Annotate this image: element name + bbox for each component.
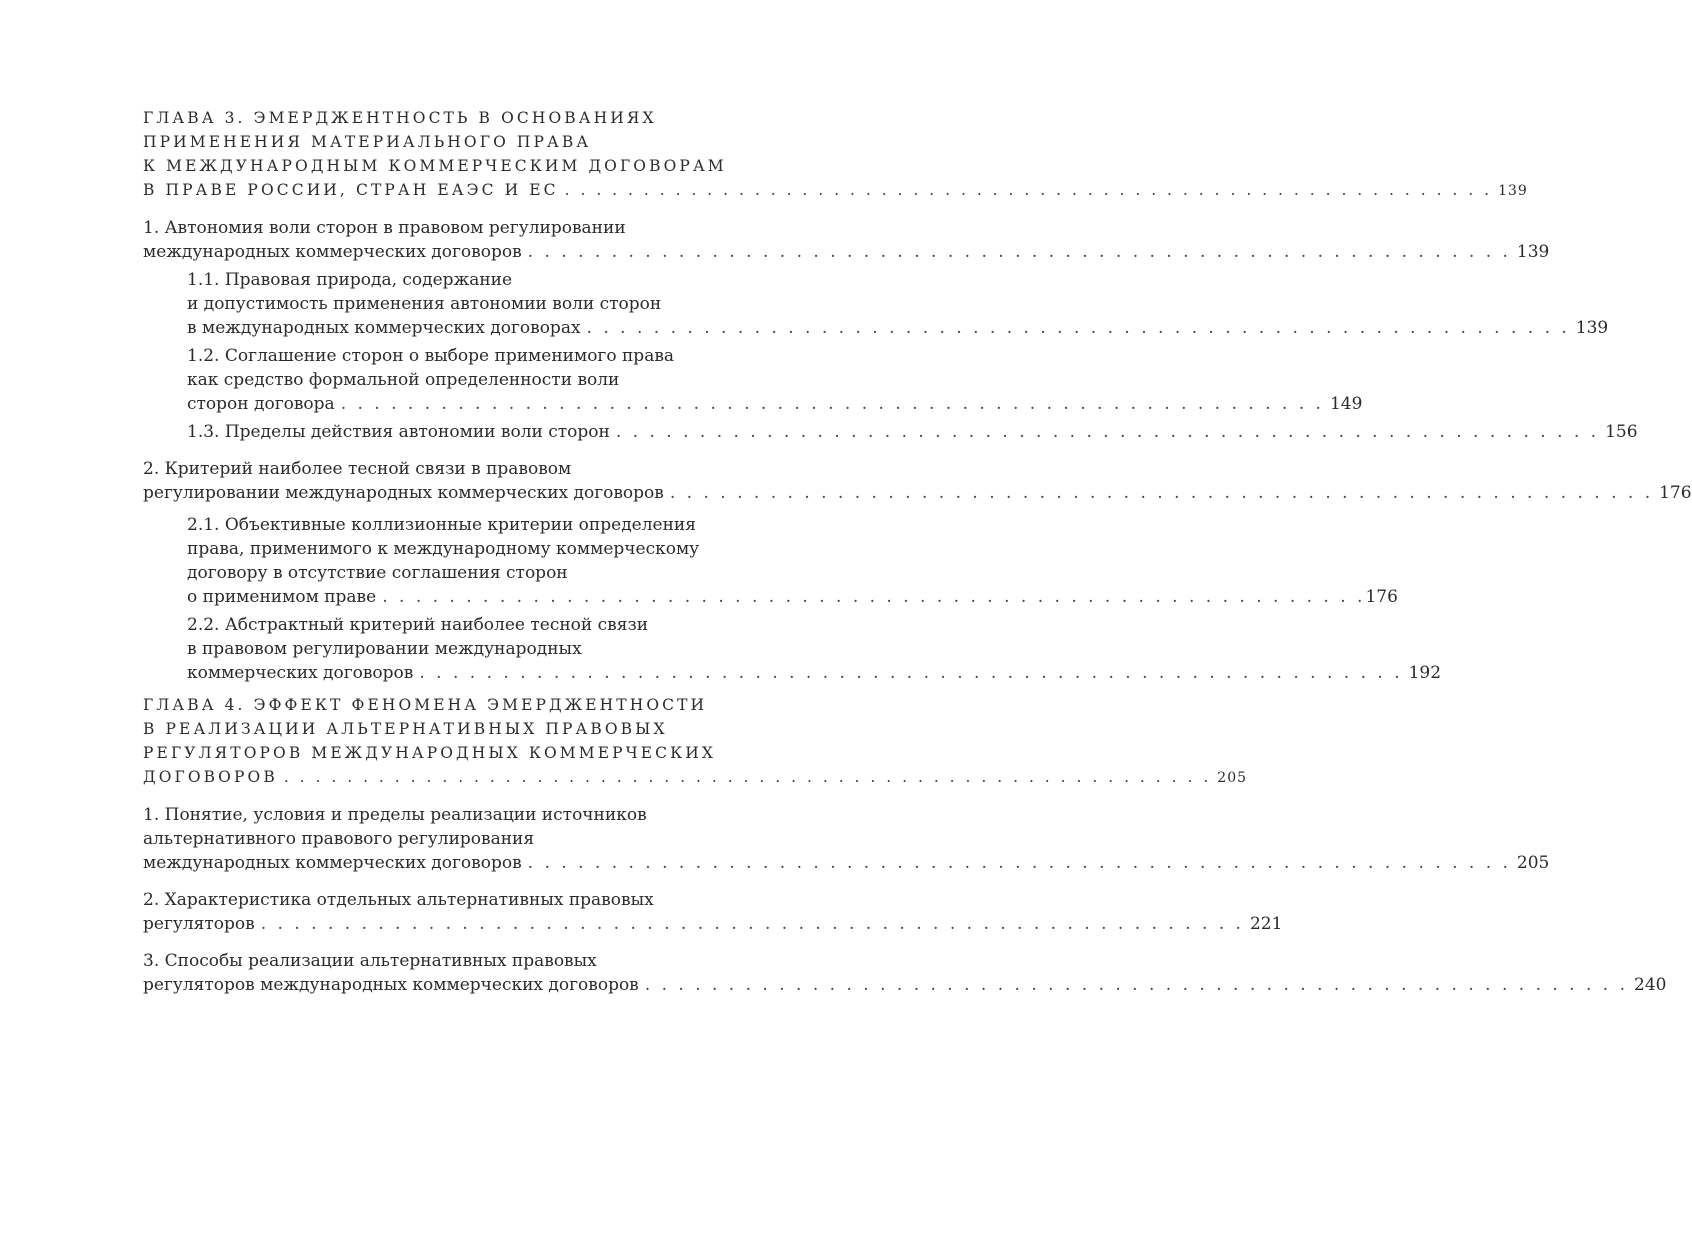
toc-line: [143, 912, 1283, 936]
subsection-title-line-1: 1.2. Соглашение сторон о выборе применимого права: [187, 346, 675, 366]
toc-line: [143, 717, 749, 741]
subsection-title-line-1: 1.3. Пределы действия автономии воли сторон: [187, 422, 610, 442]
toc-line: [143, 693, 749, 717]
toc-line: [143, 178, 1528, 203]
subsection-title-line-1: 2.1. Объективные коллизионные критерии определения: [187, 515, 696, 535]
toc-line: [187, 368, 749, 392]
subsection-title-line-3: сторон договора: [187, 394, 335, 414]
chapter-3-title-line-1: ГЛАВА 3. ЭМЕРДЖЕНТНОСТЬ В ОСНОВАНИЯХ: [143, 109, 657, 127]
dot-leader: . . . . . . . . . . . . . . . . . . . . . . . . . . . . . . . . . . . . . . . . . . . . . . . . . . . . . . . . . . .: [260, 914, 1244, 934]
page-number: 221: [1249, 914, 1283, 934]
section-title-line-2: регуляторов: [143, 914, 255, 934]
section-title-line-1: 2. Критерий наиболее тесной связи в правовом: [143, 459, 572, 479]
toc-line: [187, 585, 1398, 609]
toc-section-3-2[interactable]: [143, 457, 1692, 505]
section-title-line-1: 1. Понятие, условия и пределы реализации источников: [143, 805, 647, 825]
chapter-4-title-line-1: ГЛАВА 4. ЭФФЕКТ ФЕНОМЕНА ЭМЕРДЖЕНТНОСТИ: [143, 696, 708, 714]
toc-line: [187, 316, 1609, 340]
dot-leader: . . . . . . . . . . . . . . . . . . . . . . . . . . . . . . . . . . . . . . . . . . . . . . . . . . . . . . . . . . .: [669, 483, 1654, 503]
toc-line: [143, 106, 749, 130]
page-number: 205: [1217, 770, 1248, 786]
toc-line: [187, 292, 749, 316]
toc-line: [187, 561, 749, 585]
page-number: 176: [1659, 483, 1692, 503]
toc-line: [187, 268, 749, 292]
subsection-title-line-4: о применимом праве: [187, 587, 377, 607]
subsection-title-line-1: 1.1. Правовая природа, содержание: [187, 270, 513, 290]
page-number: 240: [1634, 975, 1667, 995]
toc-line: [187, 392, 1363, 416]
toc-line: [187, 513, 749, 537]
toc-line: [187, 661, 1442, 685]
dot-leader: . . . . . . . . . . . . . . . . . . . . . . . . . . . . . . . . . . . . . . . . . . . . . . . . . . . . . . . . . . .: [527, 242, 1511, 262]
toc-subsection-1-1[interactable]: [143, 268, 1609, 340]
toc-line: [143, 154, 749, 178]
chapter-4-title-line-3: РЕГУЛЯТОРОВ МЕЖДУНАРОДНЫХ КОММЕРЧЕСКИХ: [143, 744, 716, 762]
subsection-title-line-3: договору в отсутствие соглашения сторон: [187, 563, 568, 583]
toc-line: [143, 216, 749, 240]
page-number: 139: [1575, 318, 1609, 338]
dot-leader: . . . . . . . . . . . . . . . . . . . . . . . . . . . . . . . . . . . . . . . . . . . . . . . . . . . . . . . . . . .: [283, 768, 1212, 786]
toc-section-4-1[interactable]: [143, 803, 1550, 875]
subsection-title-line-3: коммерческих договоров: [187, 663, 414, 683]
toc-line: [187, 637, 749, 661]
page-number: 139: [1498, 183, 1528, 199]
toc-section-3-1[interactable]: [143, 216, 1550, 264]
subsection-title-line-2: как средство формальной определенности воли: [187, 370, 620, 390]
toc-line: [143, 949, 749, 973]
dot-leader: . . . . . . . . . . . . . . . . . . . . . . . . . . . . . . . . . . . . . . . . . . . . . . . . . . . . . . . . . . .: [340, 394, 1324, 414]
subsection-title-line-2: и допустимость применения автономии воли сторон: [187, 294, 662, 314]
toc-subsection-2-2[interactable]: [143, 613, 1442, 685]
toc-line: [187, 613, 749, 637]
subsection-title-line-2: в правовом регулировании международных: [187, 639, 582, 659]
table-of-contents: [143, 106, 1692, 997]
subsection-title-line-1: 2.2. Абстрактный критерий наиболее тесной связи: [187, 615, 649, 635]
toc-line: [143, 827, 749, 851]
section-title-line-1: 1. Автономия воли сторон в правовом регулировании: [143, 218, 626, 238]
page-number: 139: [1516, 242, 1550, 262]
toc-line: [143, 765, 1248, 790]
dot-leader: . . . . . . . . . . . . . . . . . . . . . . . . . . . . . . . . . . . . . . . . . . . . . . . . . . . . . . . . . . .: [586, 318, 1570, 338]
toc-chapter-3[interactable]: [143, 106, 1528, 203]
page-number: 176: [1365, 587, 1398, 607]
chapter-4-title-line-2: В РЕАЛИЗАЦИИ АЛЬТЕРНАТИВНЫХ ПРАВОВЫХ: [143, 720, 668, 738]
toc-section-4-3[interactable]: [143, 949, 1667, 997]
toc-subsection-1-2[interactable]: [143, 344, 1363, 416]
subsection-title-line-2: права, применимого к международному коммерческому: [187, 539, 700, 559]
toc-chapter-4[interactable]: [143, 693, 1248, 790]
page-number: 149: [1329, 394, 1363, 414]
section-title-line-2: регуляторов международных коммерческих договоров: [143, 975, 639, 995]
toc-subsection-1-3[interactable]: [143, 420, 1638, 444]
section-title-line-2: международных коммерческих договоров: [143, 242, 522, 262]
page-number: 156: [1605, 422, 1638, 442]
toc-line: [143, 481, 1692, 505]
toc-line: [143, 888, 749, 912]
dot-leader: . . . . . . . . . . . . . . . . . . . . . . . . . . . . . . . . . . . . . . . . . . . . . . . . . . . . . . . . . . .: [644, 975, 1629, 995]
toc-line: [143, 803, 749, 827]
dot-leader: . . . . . . . . . . . . . . . . . . . . . . . . . . . . . . . . . . . . . . . . . . . . . . . . . . . . . . . . . . .: [615, 422, 1600, 442]
section-title-line-2: регулировании международных коммерческих договоров: [143, 483, 664, 503]
toc-line: [143, 741, 749, 765]
dot-leader: . . . . . . . . . . . . . . . . . . . . . . . . . . . . . . . . . . . . . . . . . . . . . . . . . . . . . . . . . . .: [382, 587, 1366, 607]
dot-leader: . . . . . . . . . . . . . . . . . . . . . . . . . . . . . . . . . . . . . . . . . . . . . . . . . . . . . . . . . . .: [564, 181, 1493, 199]
chapter-3-title-line-4: В ПРАВЕ РОССИИ, СТРАН ЕАЭС И ЕС: [143, 181, 559, 199]
subsection-title-line-3: в международных коммерческих договорах: [187, 318, 581, 338]
dot-leader: . . . . . . . . . . . . . . . . . . . . . . . . . . . . . . . . . . . . . . . . . . . . . . . . . . . . . . . . . . .: [419, 663, 1403, 683]
page-number: 192: [1408, 663, 1442, 683]
section-title-line-1: 2. Характеристика отдельных альтернативных правовых: [143, 890, 654, 910]
chapter-3-title-line-3: К МЕЖДУНАРОДНЫМ КОММЕРЧЕСКИМ ДОГОВОРАМ: [143, 157, 727, 175]
toc-line: [143, 130, 749, 154]
section-title-line-2: альтернативного правового регулирования: [143, 829, 535, 849]
chapter-3-title-line-2: ПРИМЕНЕНИЯ МАТЕРИАЛЬНОГО ПРАВА: [143, 133, 592, 151]
chapter-4-title-line-4: ДОГОВОРОВ: [143, 768, 278, 786]
toc-section-4-2[interactable]: [143, 888, 1283, 936]
toc-line: [143, 851, 1550, 875]
page-number: 205: [1516, 853, 1550, 873]
toc-line: [187, 344, 749, 368]
section-title-line-3: международных коммерческих договоров: [143, 853, 522, 873]
section-title-line-1: 3. Способы реализации альтернативных правовых: [143, 951, 597, 971]
toc-subsection-2-1[interactable]: [143, 513, 1398, 609]
toc-line: [143, 240, 1550, 264]
dot-leader: . . . . . . . . . . . . . . . . . . . . . . . . . . . . . . . . . . . . . . . . . . . . . . . . . . . . . . . . . . .: [527, 853, 1511, 873]
toc-line: [187, 537, 749, 561]
toc-line: [143, 973, 1667, 997]
toc-line: [187, 420, 1638, 444]
toc-line: [143, 457, 749, 481]
